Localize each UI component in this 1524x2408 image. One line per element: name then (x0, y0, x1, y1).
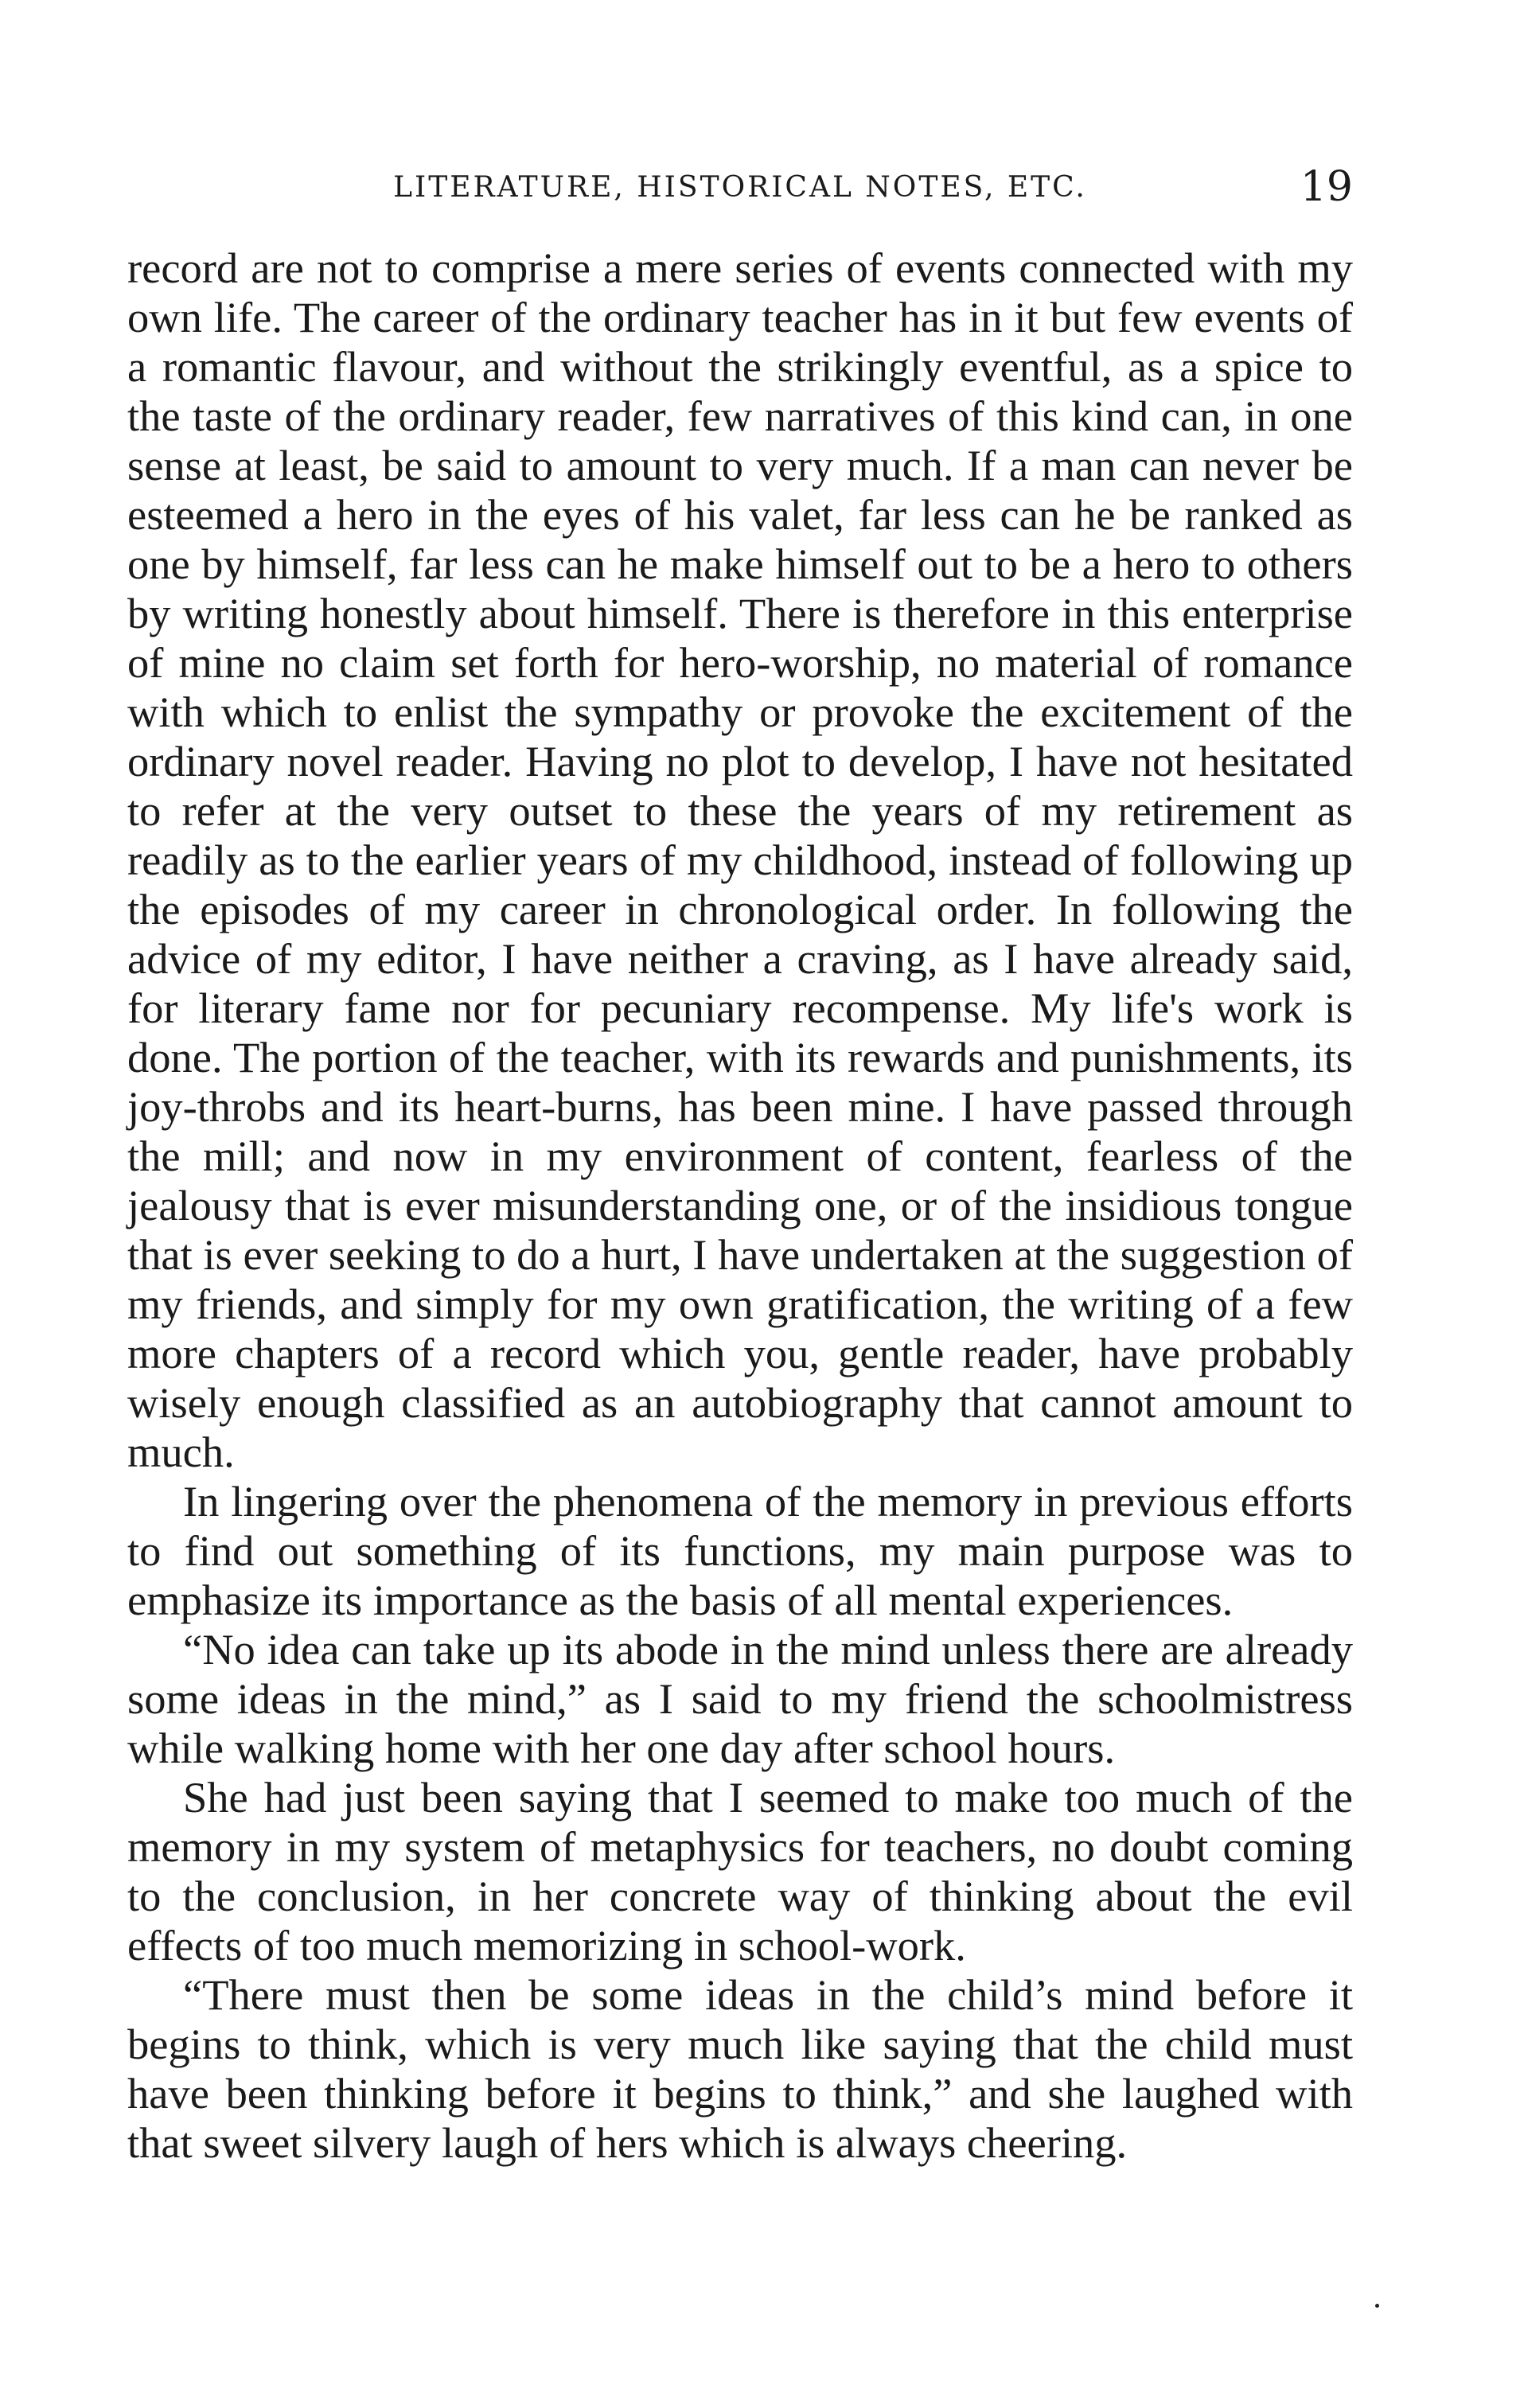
paragraph: “There must then be some ideas in the child’s mind before it begins to think, which is very much like saying that the child must have been thinking before it begins to think,” and she laughed with that sweet silvery laugh of hers which is always cheering. (127, 1970, 1353, 2167)
paragraph: In lingering over the phenomena of the memory in previous efforts to find out something of its functions, my main purpose was to emphasize its importance as the basis of all mental experiences. (127, 1477, 1353, 1624)
paragraph: “No idea can take up its abode in the mind unless there are already some ideas in the mind,” as I said to my friend the schoolmistress while walking home with her one day after school hours. (127, 1625, 1353, 1772)
paragraph-continued: record are not to comprise a mere series of events connected with my own life. The career of the ordinary teacher has in it but few events of a romantic flavour, and without the strikingly eventful, as a spice to the taste of the ordinary reader, few narratives of this kind can, in one sense at least, be said to amount to very much. If a man can never be esteemed a hero in the eyes of his valet, far less can he be ranked as one by himself, far less can he make himself out to be a hero to others by writing honestly about himself. There is therefore in this enterprise of mine no claim set forth for hero-worship, no material of romance with which to enlist the sympathy or provoke the excitement of the ordinary novel reader. Having no plot to develop, I have not hesitated to refer at the very outset to these the years of my retirement as readily as to the earlier years of my childhood, instead of following up the episodes of my career in chronological order. In following the advice of my editor, I have neither a craving, as I have already said, for literary fame nor for pecuniary recompense. My life's work is done. The portion of the teacher, with its rewards and punishments, its joy-throbs and its heart-burns, has been mine. I have passed through the mill; and now in my environment of content, fearless of the jealousy that is ever misunderstanding one, or of the insidious tongue that is ever seeking to do a hurt, I have undertaken at the suggestion of my friends, and simply for my own gratification, the writing of a few more chapters of a record which you, gentle reader, have probably wisely enough classified as an autobiography that cannot amount to much. (127, 244, 1353, 1476)
body-text (127, 244, 1353, 2168)
stray-ink-dot (1375, 2304, 1379, 2308)
page-number: 19 (1300, 163, 1353, 211)
paragraph: She had just been saying that I seemed to make too much of the memory in my system of metaphysics for teachers, no doubt coming to the conclusion, in her concrete way of thinking about the evil effects of too much memorizing in school-work. (127, 1773, 1353, 1970)
running-head (127, 163, 1353, 219)
running-title: LITERATURE, HISTORICAL NOTES, ETC. (393, 171, 1087, 204)
